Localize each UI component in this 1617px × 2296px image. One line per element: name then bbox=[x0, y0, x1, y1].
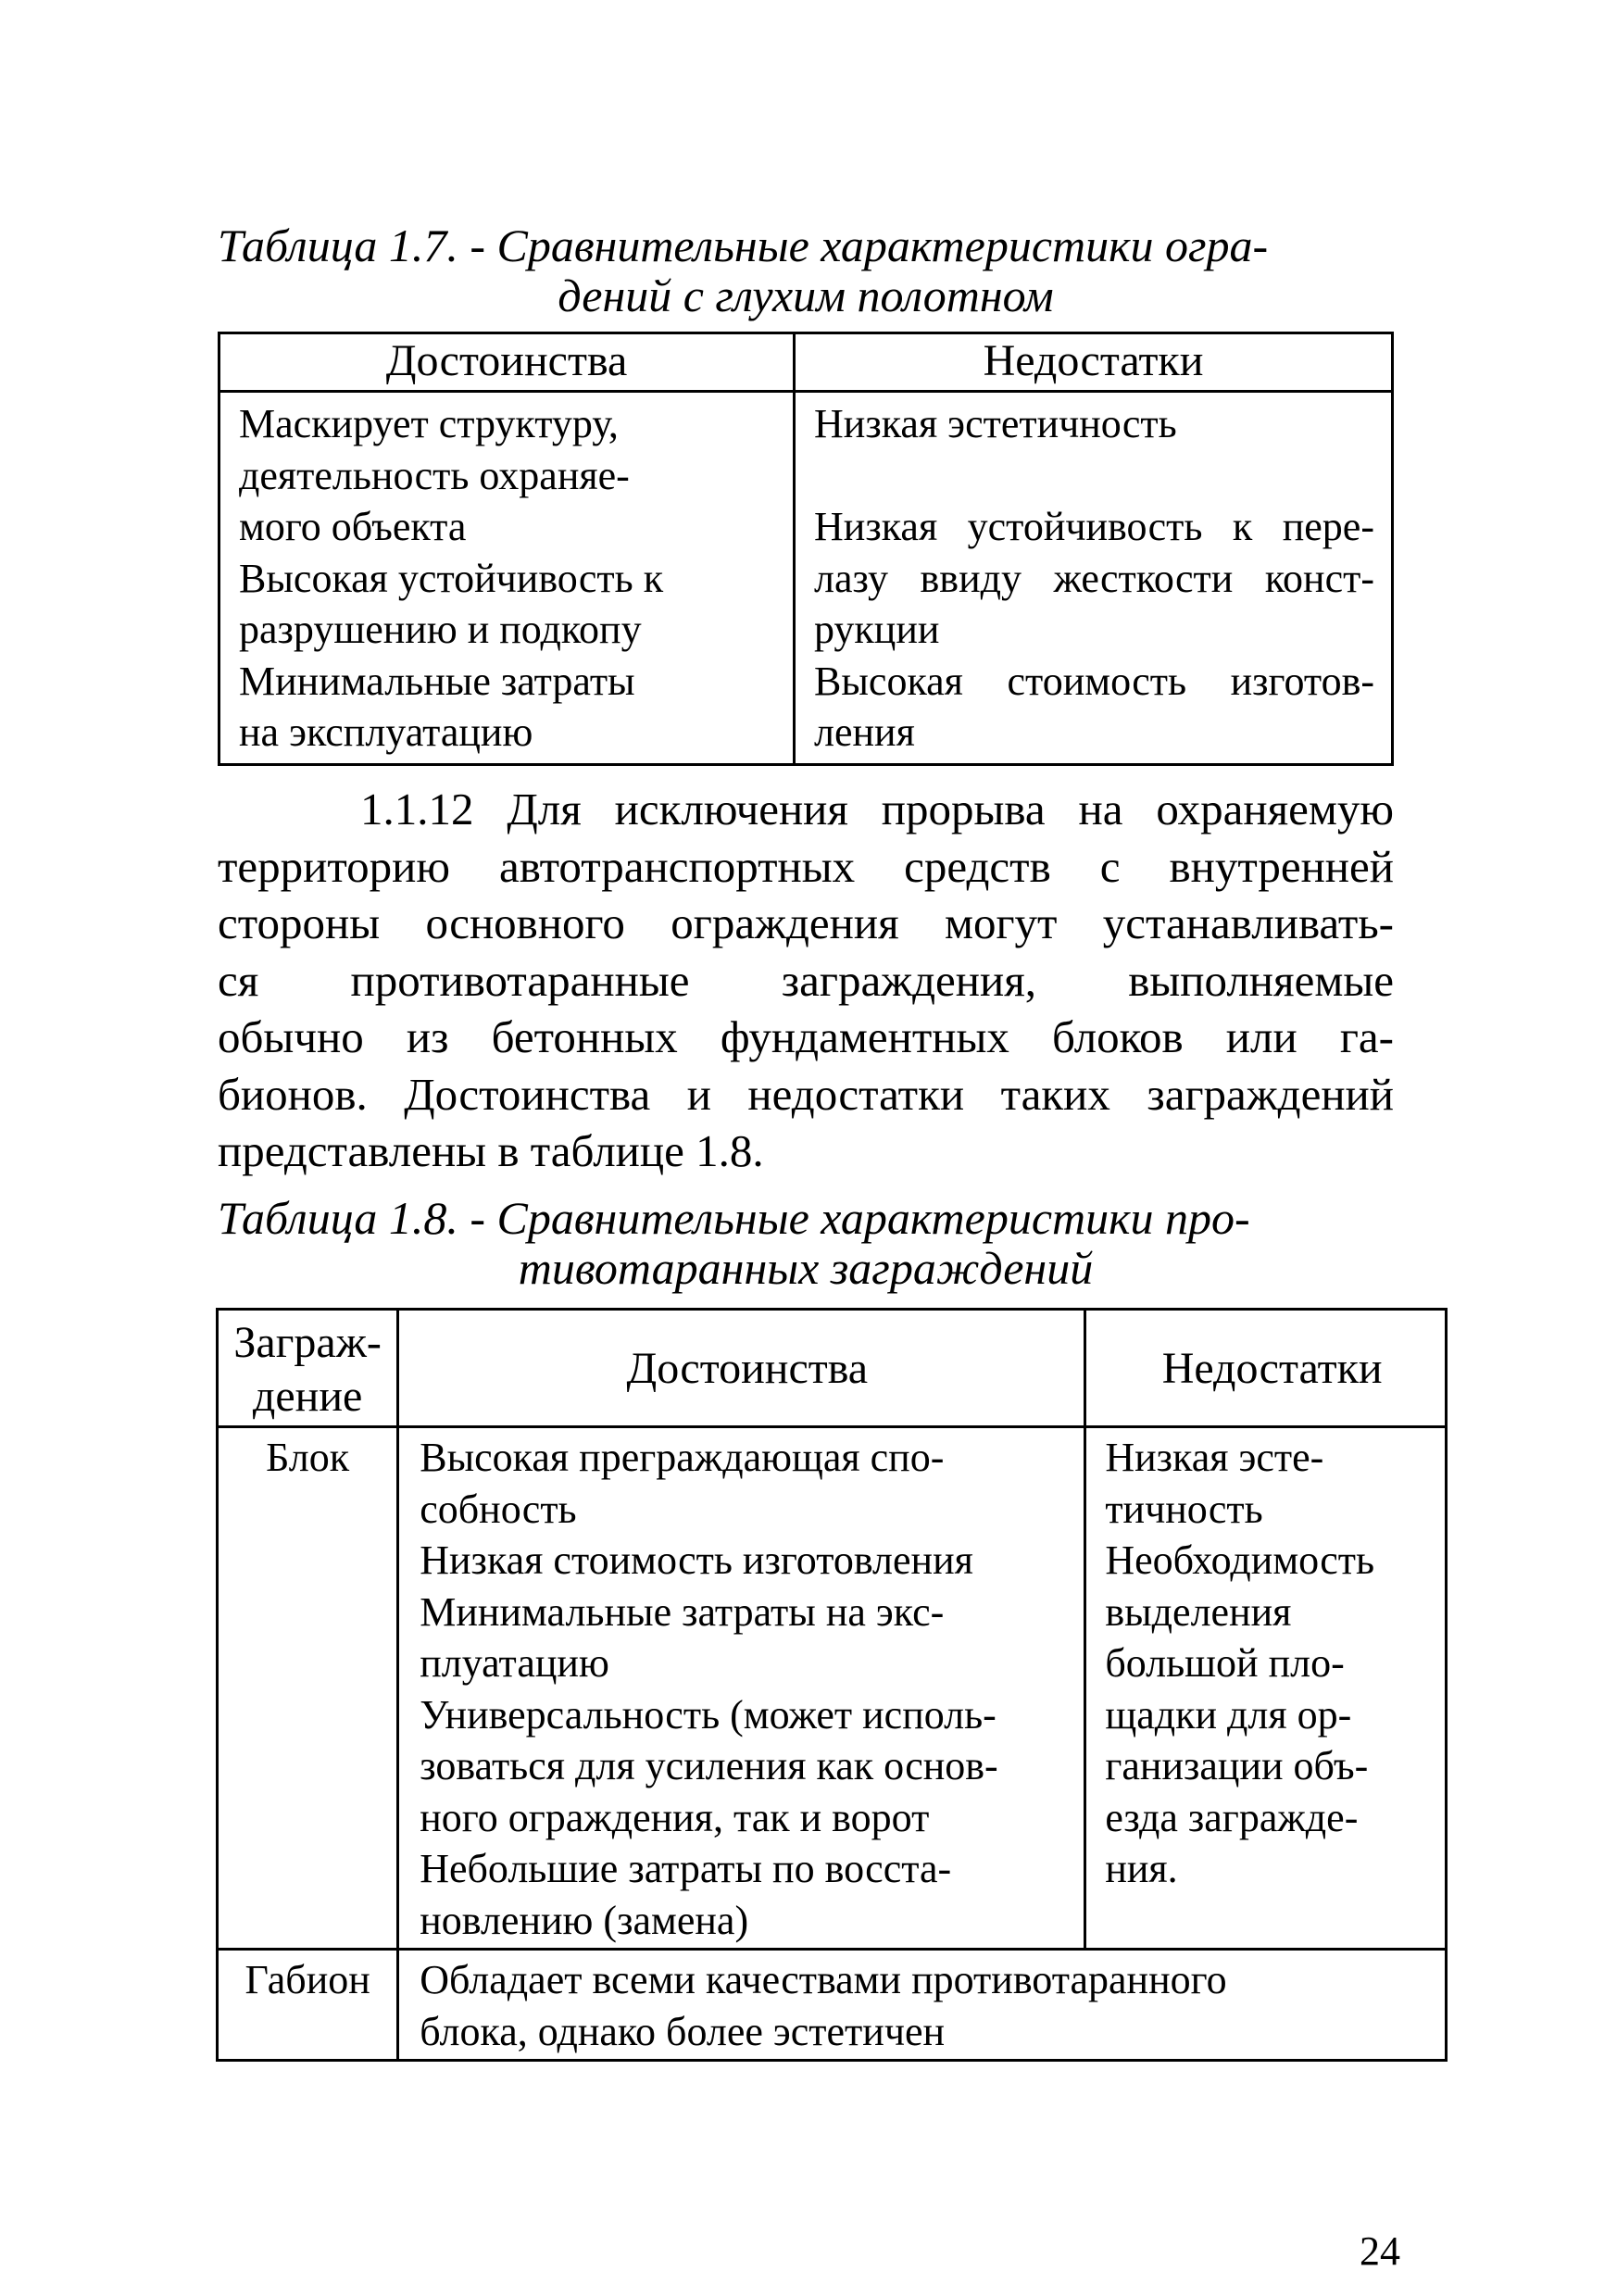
cell-line: собность bbox=[420, 1486, 577, 1532]
cell-line: деятельность охраняе- bbox=[239, 452, 630, 498]
cell-line: Универсальность (может исполь- bbox=[420, 1691, 997, 1738]
cell-line: Необходимость bbox=[1105, 1537, 1375, 1583]
table-1-8 bbox=[216, 1308, 1448, 2062]
cell-line: Высокая устойчивость к bbox=[239, 555, 664, 601]
table-row bbox=[219, 392, 1393, 765]
table-row bbox=[218, 1950, 1447, 2061]
page-number: 24 bbox=[1360, 2228, 1400, 2274]
cell-line: ного ограждения, так и ворот bbox=[420, 1794, 930, 1840]
cell-line: Минимальные затраты на экс- bbox=[420, 1588, 945, 1635]
advantages-cell bbox=[398, 1427, 1085, 1950]
paragraph-line: обычно из бетонных фундаментных блоков или га- bbox=[218, 1011, 1394, 1062]
table-header-row bbox=[218, 1310, 1447, 1427]
cell-line: ния. bbox=[1105, 1846, 1178, 1891]
cell-line: большой пло- bbox=[1105, 1640, 1345, 1686]
cell-line: Маскирует структуру, bbox=[239, 401, 619, 446]
caption-line: Таблица 1.7. - Сравнительные характеристики огра- bbox=[218, 220, 1269, 271]
table-1-7-caption bbox=[218, 220, 1394, 320]
cell-line: разрушению и подкопу bbox=[239, 607, 642, 652]
disadvantages-cell bbox=[795, 392, 1393, 765]
cell-line: Обладает всеми качествами противотаранного bbox=[420, 1957, 1227, 2002]
cell-line-blank bbox=[814, 450, 1374, 502]
header-line: дение bbox=[252, 1372, 363, 1421]
table-1-7 bbox=[218, 332, 1394, 766]
header-disadvantages: Недостатки bbox=[1085, 1310, 1447, 1427]
paragraph-line: ся противотаранные заграждения, выполняемые bbox=[218, 954, 1394, 1006]
cell-line: Низкая эсте- bbox=[1105, 1435, 1324, 1480]
cell-line: Высокая преграждающая спо- bbox=[420, 1435, 945, 1480]
paragraph-line: стороны основного ограждения могут устанавливать- bbox=[218, 897, 1394, 948]
paragraph-line: 1.1.12 Для исключения прорыва на охраняемую bbox=[360, 784, 1394, 834]
cell-line: Минимальные затраты bbox=[239, 658, 635, 704]
barrier-name-cell: Габион bbox=[218, 1950, 398, 2061]
disadvantages-cell bbox=[1085, 1427, 1447, 1950]
table-row bbox=[218, 1427, 1447, 1950]
cell-line: новлению (замена) bbox=[420, 1897, 749, 1943]
barrier-name-cell: Блок bbox=[218, 1427, 398, 1950]
cell-line: тичность bbox=[1105, 1486, 1263, 1532]
cell-line: на эксплуатацию bbox=[239, 709, 533, 755]
cell-line: ганизации объ- bbox=[1105, 1743, 1369, 1788]
caption-line: Таблица 1.8. - Сравнительные характеристики про- bbox=[218, 1192, 1250, 1244]
caption-line: тивотаранных заграждений bbox=[518, 1242, 1094, 1294]
cell-line: мого объекта bbox=[239, 504, 467, 549]
cell-line: Высокая стоимость изготов- bbox=[814, 658, 1374, 704]
paragraph-line: территорию автотранспортных средств с внутренней bbox=[218, 840, 1394, 892]
paragraph-line: бионов. Достоинства и недостатки таких заграждений bbox=[218, 1068, 1394, 1120]
advantages-cell bbox=[219, 392, 795, 765]
header-advantages: Достоинства bbox=[398, 1310, 1085, 1427]
cell-line: ления bbox=[814, 709, 915, 755]
cell-line: щадки для ор- bbox=[1105, 1691, 1352, 1738]
header-line: Заграж- bbox=[233, 1318, 382, 1367]
header-advantages: Достоинства bbox=[219, 333, 795, 392]
cell-line: Небольшие затраты по восста- bbox=[420, 1846, 952, 1891]
header-barrier bbox=[218, 1310, 398, 1427]
table-1-8-caption bbox=[218, 1193, 1394, 1293]
header-disadvantages: Недостатки bbox=[795, 333, 1393, 392]
cell-line: блока, однако более эстетичен bbox=[420, 2008, 946, 2054]
cell-line: Низкая устойчивость к пере- bbox=[814, 504, 1374, 549]
table-header-row bbox=[219, 333, 1393, 392]
paragraph-line: представлены в таблице 1.8. bbox=[218, 1125, 764, 1176]
cell-line: езда загражде- bbox=[1105, 1794, 1359, 1840]
cell-line: рукции bbox=[814, 607, 940, 652]
cell-line: выделения bbox=[1105, 1588, 1292, 1635]
cell-line: Низкая эстетичность bbox=[814, 401, 1177, 446]
body-paragraph bbox=[218, 781, 1394, 1180]
cell-line: Низкая стоимость изготовления bbox=[420, 1537, 973, 1583]
caption-line: дений с глухим полотном bbox=[558, 270, 1054, 321]
cell-line: зоваться для усиления как основ- bbox=[420, 1743, 998, 1788]
cell-line: лазу ввиду жесткости конст- bbox=[814, 555, 1374, 601]
advantages-cell bbox=[398, 1950, 1447, 2061]
cell-line: плуатацию bbox=[420, 1640, 609, 1686]
